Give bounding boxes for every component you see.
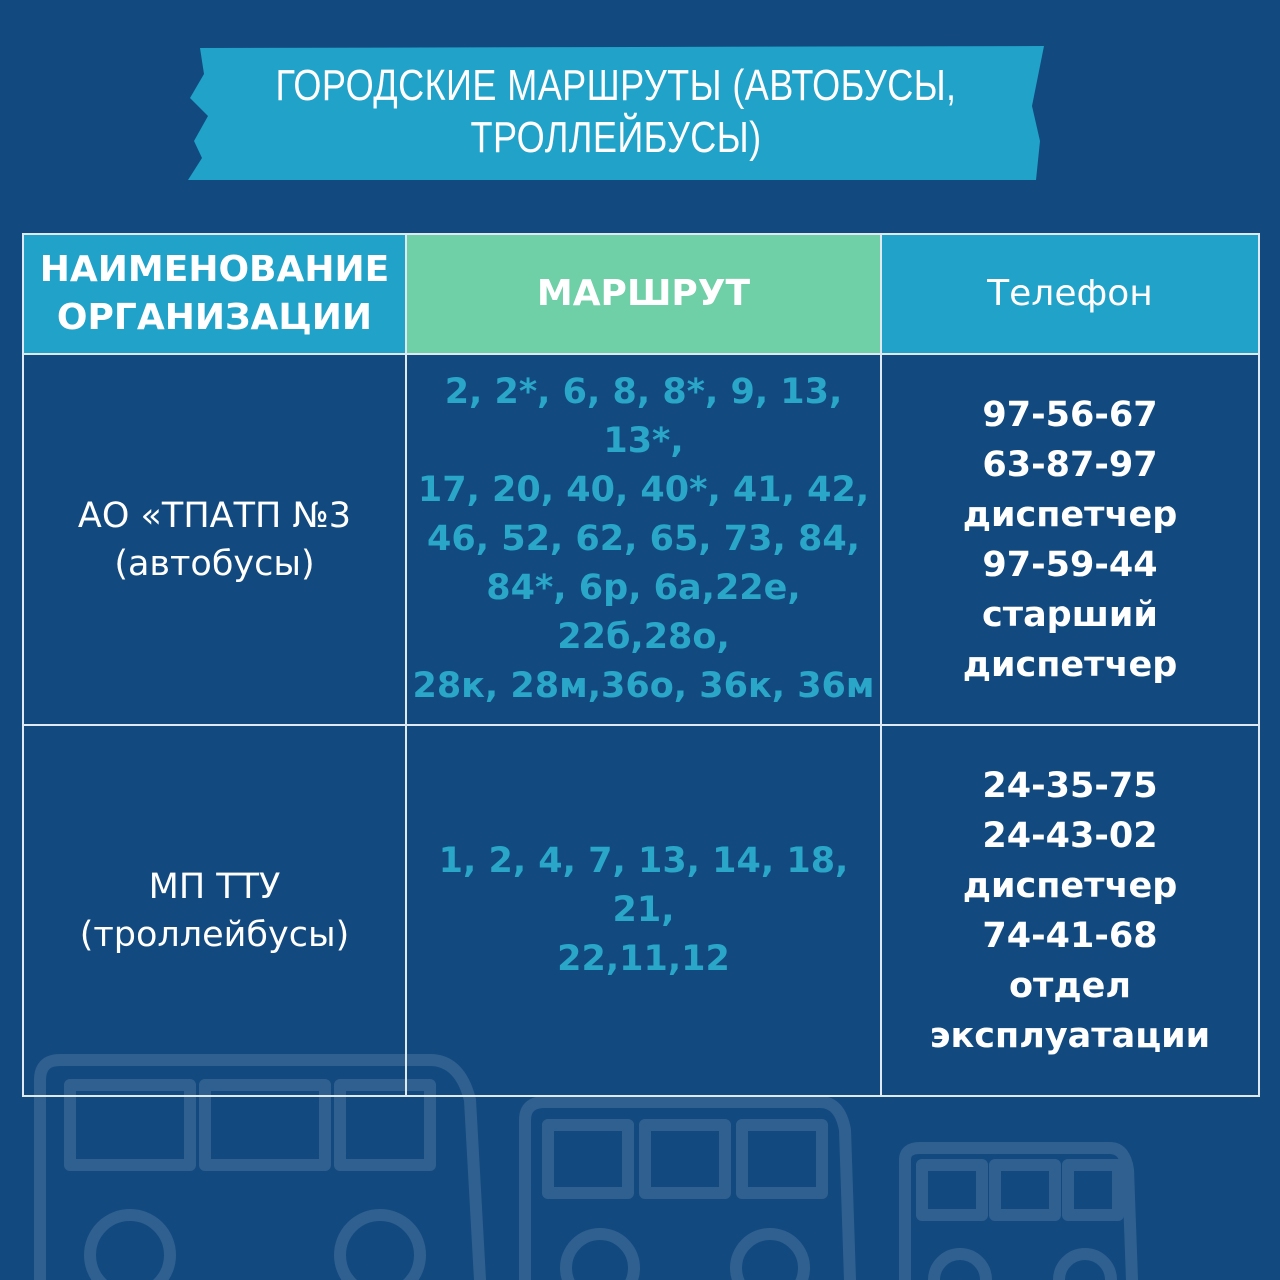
phone-label: старший xyxy=(982,594,1158,635)
route-line: 17, 20, 40, 40*, 41, 42, xyxy=(417,470,870,510)
title-banner xyxy=(186,46,1046,180)
organization-type: (автобусы) xyxy=(114,543,315,584)
phone-number: 74-41-68 xyxy=(982,915,1158,956)
title-line-2: ТРОЛЛЕЙБУСЫ) xyxy=(470,113,762,162)
phone-label: диспетчер xyxy=(962,644,1178,685)
route-line: 2, 2*, 6, 8, 8*, 9, 13, 13*, xyxy=(444,372,843,461)
organization-type: (троллейбусы) xyxy=(79,914,350,955)
organization-cell xyxy=(23,725,406,1096)
phone-number: 97-59-44 xyxy=(982,544,1158,585)
route-line: 1, 2, 4, 7, 13, 14, 18, 21, xyxy=(438,841,849,930)
organization-name: МП ТТУ xyxy=(148,866,281,907)
route-line: 46, 52, 62, 65, 73, 84, xyxy=(427,519,860,559)
phone-number: 97-56-67 xyxy=(982,394,1158,435)
routes-cell xyxy=(406,725,881,1096)
routes-table xyxy=(22,233,1260,1097)
header-route: МАРШРУТ xyxy=(406,234,881,354)
table-row xyxy=(23,354,1259,725)
phone-number: 63-87-97 xyxy=(982,444,1158,485)
page-title xyxy=(263,60,968,164)
phone-cell xyxy=(881,354,1259,725)
table-row xyxy=(23,725,1259,1096)
phone-label: диспетчер xyxy=(962,494,1178,535)
organization-cell xyxy=(23,354,406,725)
header-phone: Телефон xyxy=(881,234,1259,354)
routes-cell xyxy=(406,354,881,725)
route-line: 22,11,12 xyxy=(557,939,730,979)
title-line-1: ГОРОДСКИЕ МАРШРУТЫ (АВТОБУСЫ, xyxy=(275,61,957,110)
table-header-row xyxy=(23,234,1259,354)
route-line: 28к, 28м,36о, 36к, 36м xyxy=(412,666,875,706)
phone-number: 24-43-02 xyxy=(982,815,1158,856)
organization-name: АО «ТПАТП №3 xyxy=(77,495,352,536)
header-org-line-1: НАИМЕНОВАНИЕ xyxy=(39,249,390,290)
route-line: 84*, 6р, 6а,22е, 22б,28о, xyxy=(486,568,801,657)
phone-label: эксплуатации xyxy=(929,1015,1211,1056)
header-organization xyxy=(23,234,406,354)
phone-label: отдел xyxy=(1009,965,1131,1006)
header-org-line-2: ОРГАНИЗАЦИИ xyxy=(56,297,373,338)
phone-number: 24-35-75 xyxy=(982,765,1158,806)
phone-label: диспетчер xyxy=(962,865,1178,906)
phone-cell xyxy=(881,725,1259,1096)
